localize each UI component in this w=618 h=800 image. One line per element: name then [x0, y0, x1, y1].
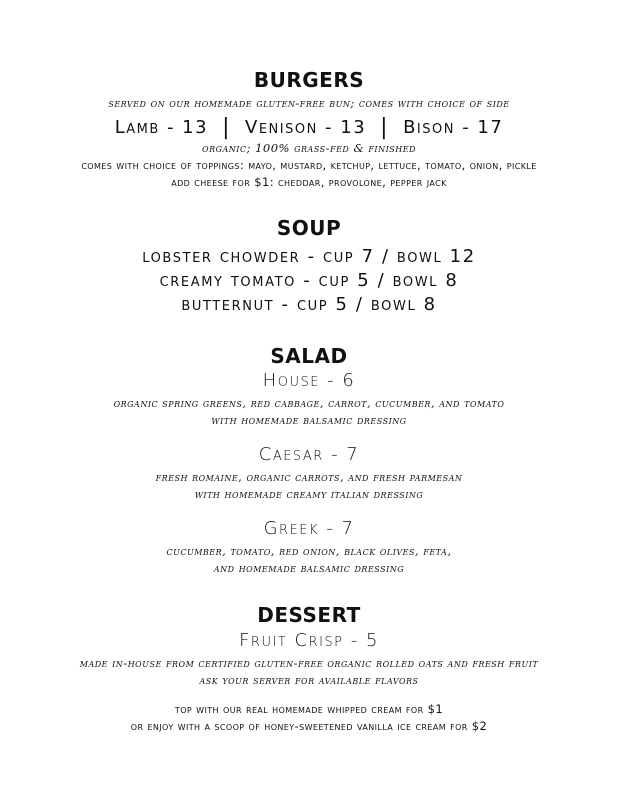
- burgers-note: organic; 100% grass-fed & finished: [202, 141, 416, 155]
- dessert-title: DESSERT: [257, 603, 361, 627]
- burgers-subtitle: served on our homemade gluten-free bun; comes with choice of side: [108, 96, 510, 110]
- burgers-toppings: comes with choice of toppings: mayo, mustard, ketchup, lettuce, tomato, onion, pickle: [81, 158, 537, 172]
- burger-item-lamb: Lamb - 13: [114, 117, 209, 138]
- burger-item-bison: Bison - 17: [403, 117, 504, 138]
- dessert-ice-cream-option: or enjoy with a scoop of honey-sweetened vanilla ice cream for $2: [130, 719, 488, 733]
- salad-house-dressing: with homemade balsamic dressing: [211, 413, 407, 427]
- burgers-title: BURGERS: [253, 68, 365, 92]
- dessert-whipped-cream-option: top with our real homemade whipped cream for $1: [174, 702, 444, 716]
- burger-separator: |: [380, 115, 390, 140]
- soup-item-butternut: butternut - cup 5 / bowl 8: [181, 294, 437, 315]
- burgers-cheese: add cheese for $1: cheddar, provolone, pepper jack: [171, 175, 447, 189]
- burger-items-row: [0, 117, 618, 139]
- salad-caesar-description: fresh romaine, organic carrots, and fresh parmesan: [155, 470, 463, 484]
- salad-title: SALAD: [270, 344, 348, 368]
- salad-house-description: organic spring greens, red cabbage, carrot, cucumber, and tomato: [113, 396, 505, 410]
- dessert-item-fruit-crisp: Fruit Crisp - 5: [239, 630, 379, 651]
- salad-greek-description: cucumber, tomato, red onion, black olives, feta,: [166, 544, 452, 558]
- salad-item-house: House - 6: [262, 370, 356, 391]
- salad-item-greek: Greek - 7: [263, 518, 355, 539]
- dessert-flavors-note: ask your server for available flavors: [199, 673, 419, 687]
- salad-greek-dressing: and homemade balsamic dressing: [213, 561, 405, 575]
- soup-item-lobster-chowder: lobster chowder - cup 7 / bowl 12: [142, 246, 476, 267]
- dessert-description: made in-house from certified gluten-free organic rolled oats and fresh fruit: [79, 656, 539, 670]
- salad-item-caesar: Caesar - 7: [258, 444, 360, 465]
- soup-title: SOUP: [276, 216, 342, 240]
- soup-item-creamy-tomato: creamy tomato - cup 5 / bowl 8: [159, 270, 459, 291]
- burger-separator: |: [222, 115, 232, 140]
- salad-caesar-dressing: with homemade creamy italian dressing: [194, 487, 424, 501]
- burger-item-venison: Venison - 13: [245, 117, 367, 138]
